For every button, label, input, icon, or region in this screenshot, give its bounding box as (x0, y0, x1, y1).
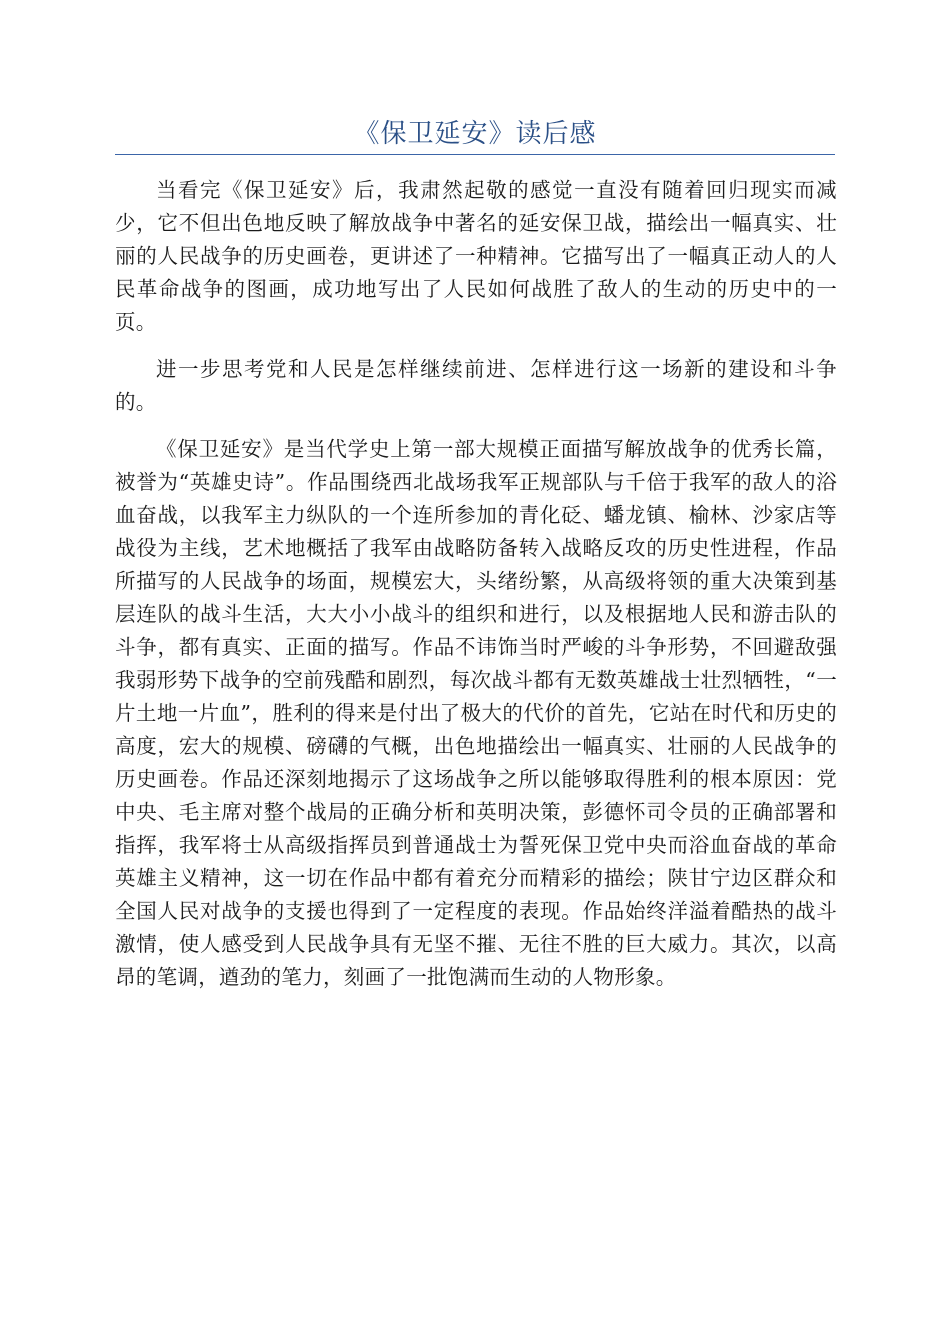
paragraph-1: 当看完《保卫延安》后，我肃然起敬的感觉一直没有随着回归现实而减少，它不但出色地反映了解放战争中著名的延安保卫战，描绘出一幅真实、壮丽的人民战争的历史画卷，更讲述了一种精神。它描写出了一幅真正动人的人民革命战争的图画，成功地写出了人民如何战胜了敌人的生动的历史中的一页。 (115, 178, 837, 334)
title-underline (115, 154, 835, 155)
document-title: 《保卫延安》读后感 (353, 119, 597, 149)
document-body (115, 174, 837, 1008)
paragraph-2: 进一步思考党和人民是怎样继续前进、怎样进行这一场新的建设和斗争的。 (115, 357, 837, 414)
paragraph-3: 《保卫延安》是当代学史上第一部大规模正面描写解放战争的优秀长篇，被誉为“英雄史诗”。作品围绕西北战场我军正规部队与千倍于我军的敌人的浴血奋战，以我军主力纵队的一个连所参加的青化砭、蟠龙镇、榆林、沙家店等战役为主线，艺术地概括了我军由战略防备转入战略反攻的历史性进程，作品所描写的人民战争的场面，规模宏大，头绪纷繁，从高级将领的重大决策到基层连队的战斗生活，大大小小战斗的组织和进行，以及根据地人民和游击队的斗争，都有真实、正面的描写。作品不讳饰当时严峻的斗争形势，不回避敌强我弱形势下战争的空前残酷和剧烈，每次战斗都有无数英雄战士壮烈牺牲，“一片土地一片血”，胜利的得来是付出了极大的代价的首先，它站在时代和历史的高度，宏大的规模、磅礴的气概，出色地描绘出一幅真实、壮丽的人民战争的历史画卷。作品还深刻地揭示了这场战争之所以能够取得胜利的根本原因：党中央、毛主席对整个战局的正确分析和英明决策，彭德怀司令员的正确部署和指挥，我军将士从高级指挥员到普通战士为誓死保卫党中央而浴血奋战的革命英雄主义精神，这一切在作品中都有着充分而精彩的描绘；陕甘宁边区群众和全国人民对战争的支援也得到了一定程度的表现。作品始终洋溢着酷热的战斗激情，使人感受到人民战争具有无坚不摧、无往不胜的巨大威力。其次，以高昂的笔调，遒劲的笔力，刻画了一批饱满而生动的人物形象。 (115, 437, 837, 989)
